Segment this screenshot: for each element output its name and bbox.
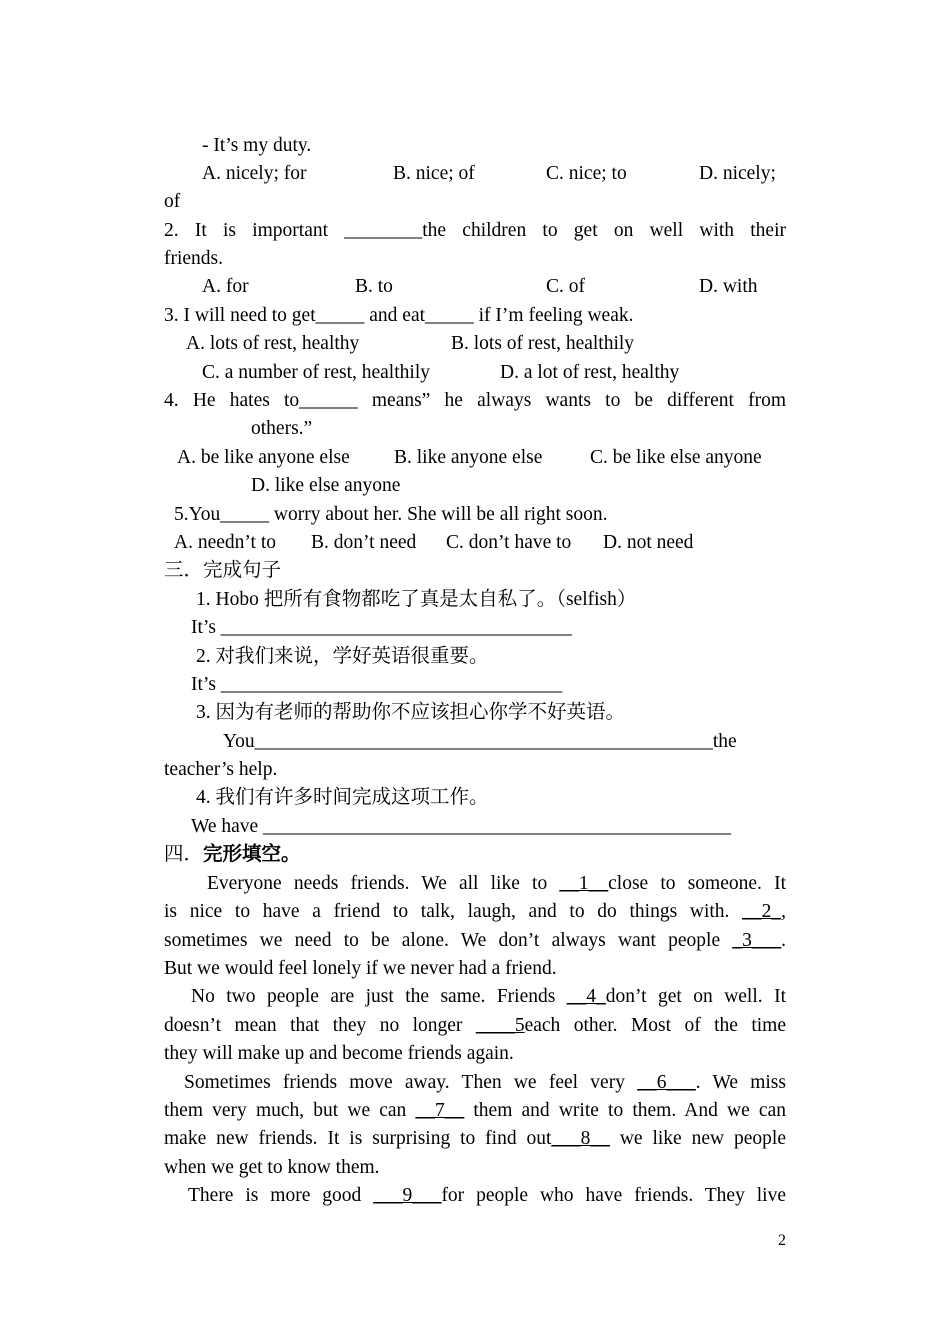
q4-option-d: D. like else anyone [251, 475, 401, 496]
q2-option-d: D. with [699, 276, 758, 297]
q3-option-c: C. a number of rest, healthily [202, 362, 430, 383]
s3-item-2-answer: It’s ___________________________________ [191, 674, 563, 695]
section-4-title [164, 841, 301, 869]
cloze-p3-line1: Sometimes friends move away. Then we feel very __6___. We miss [184, 1072, 786, 1093]
q1-response-line: - It’s my duty. [202, 135, 312, 156]
q1-option-d-wrap: of [164, 191, 181, 212]
cloze-blank-3: _3___ [732, 930, 782, 951]
q2-question-wrap: friends. [164, 248, 224, 269]
q3-option-b: B. lots of rest, healthily [451, 333, 635, 354]
s3-item-4-answer: We have ________________________________________________ [191, 816, 732, 837]
cloze-blank-9: ___9___ [373, 1185, 442, 1206]
section-4-prefix: 四． [164, 844, 204, 865]
s3-item-3: 3. 因为有老师的帮助你不应该担心你学不好英语。 [196, 702, 626, 723]
cloze-blank-1: __1__ [559, 873, 609, 894]
q4-question-wrap: others.” [251, 418, 313, 439]
s3-item-3-answer: You_______________________________________________the [223, 731, 737, 752]
s3-item-1-answer: It’s ____________________________________ [191, 617, 572, 638]
q3-question: 3. I will need to get_____ and eat_____ if I’m feeling weak. [164, 305, 634, 326]
q4-option-b: B. like anyone else [394, 447, 543, 468]
q1-option-d: D. nicely; [699, 163, 776, 184]
q2-option-a: A. for [202, 276, 249, 297]
cloze-p1-line1: Everyone needs friends. We all like to __1__close to someone. It [207, 873, 786, 894]
q1-option-a: A. nicely; for [202, 163, 307, 184]
q5-option-d: D. not need [603, 532, 694, 553]
cloze-p3-line3: make new friends. It is surprising to find out___8__ we like new people [164, 1128, 786, 1149]
cloze-p2-line3: they will make up and become friends again. [164, 1043, 514, 1064]
cloze-p1-line4: But we would feel lonely if we never had a friend. [164, 958, 557, 979]
section-4-heading: 完形填空。 [203, 844, 301, 865]
s3-item-3-answer-wrap: teacher’s help. [164, 759, 278, 780]
q5-option-c: C. don’t have to [446, 532, 572, 553]
cloze-p3-line4: when we get to know them. [164, 1157, 380, 1178]
page-number: 2 [778, 1232, 786, 1249]
q2-option-b: B. to [355, 276, 393, 297]
s3-item-2: 2. 对我们来说，学好英语很重要。 [196, 646, 489, 667]
q5-option-b: B. don’t need [311, 532, 417, 553]
q4-option-a: A. be like anyone else [177, 447, 350, 468]
cloze-blank-7: __7__ [415, 1100, 465, 1121]
cloze-blank-8: ___8__ [551, 1128, 610, 1149]
q3-option-a: A. lots of rest, healthy [186, 333, 360, 354]
q2-question: 2. It is important ________the children to get on well with their [164, 220, 786, 241]
s3-item-1: 1. Hobo 把所有食物都吃了真是太自私了。（selfish） [196, 589, 637, 610]
q5-option-a: A. needn’t to [174, 532, 276, 553]
cloze-blank-4: __4_ [566, 986, 606, 1007]
q1-option-c: C. nice; to [546, 163, 627, 184]
cloze-p2-line1: No two people are just the same. Friends __4_don’t get on well. It [191, 986, 786, 1007]
q2-option-c: C. of [546, 276, 585, 297]
q1-option-b: B. nice; of [393, 163, 475, 184]
cloze-p3-line2: them very much, but we can __7__ them and write to them. And we can [164, 1100, 786, 1121]
q4-option-c: C. be like else anyone [590, 447, 762, 468]
q5-question: 5.You_____ worry about her. She will be all right soon. [174, 504, 608, 525]
q3-option-d: D. a lot of rest, healthy [500, 362, 680, 383]
cloze-blank-5: ____5 [475, 1015, 525, 1036]
cloze-blank-2: __2_ [742, 901, 782, 922]
q4-question: 4. He hates to______ means” he always wants to be different from [164, 390, 786, 411]
cloze-p1-line2: is nice to have a friend to talk, laugh, and to do things with. __2_, [164, 901, 786, 922]
s3-item-4: 4. 我们有许多时间完成这项工作。 [196, 787, 489, 808]
section-3-title: 三．完成句子 [164, 560, 282, 581]
cloze-blank-6: __6___ [637, 1072, 696, 1093]
cloze-p1-line3: sometimes we need to be alone. We don’t always want people _3___. [164, 930, 786, 951]
cloze-p4-line1: There is more good ___9___for people who have friends. They live [188, 1185, 786, 1206]
cloze-p2-line2: doesn’t mean that they no longer ____5each other. Most of the time [164, 1015, 786, 1036]
